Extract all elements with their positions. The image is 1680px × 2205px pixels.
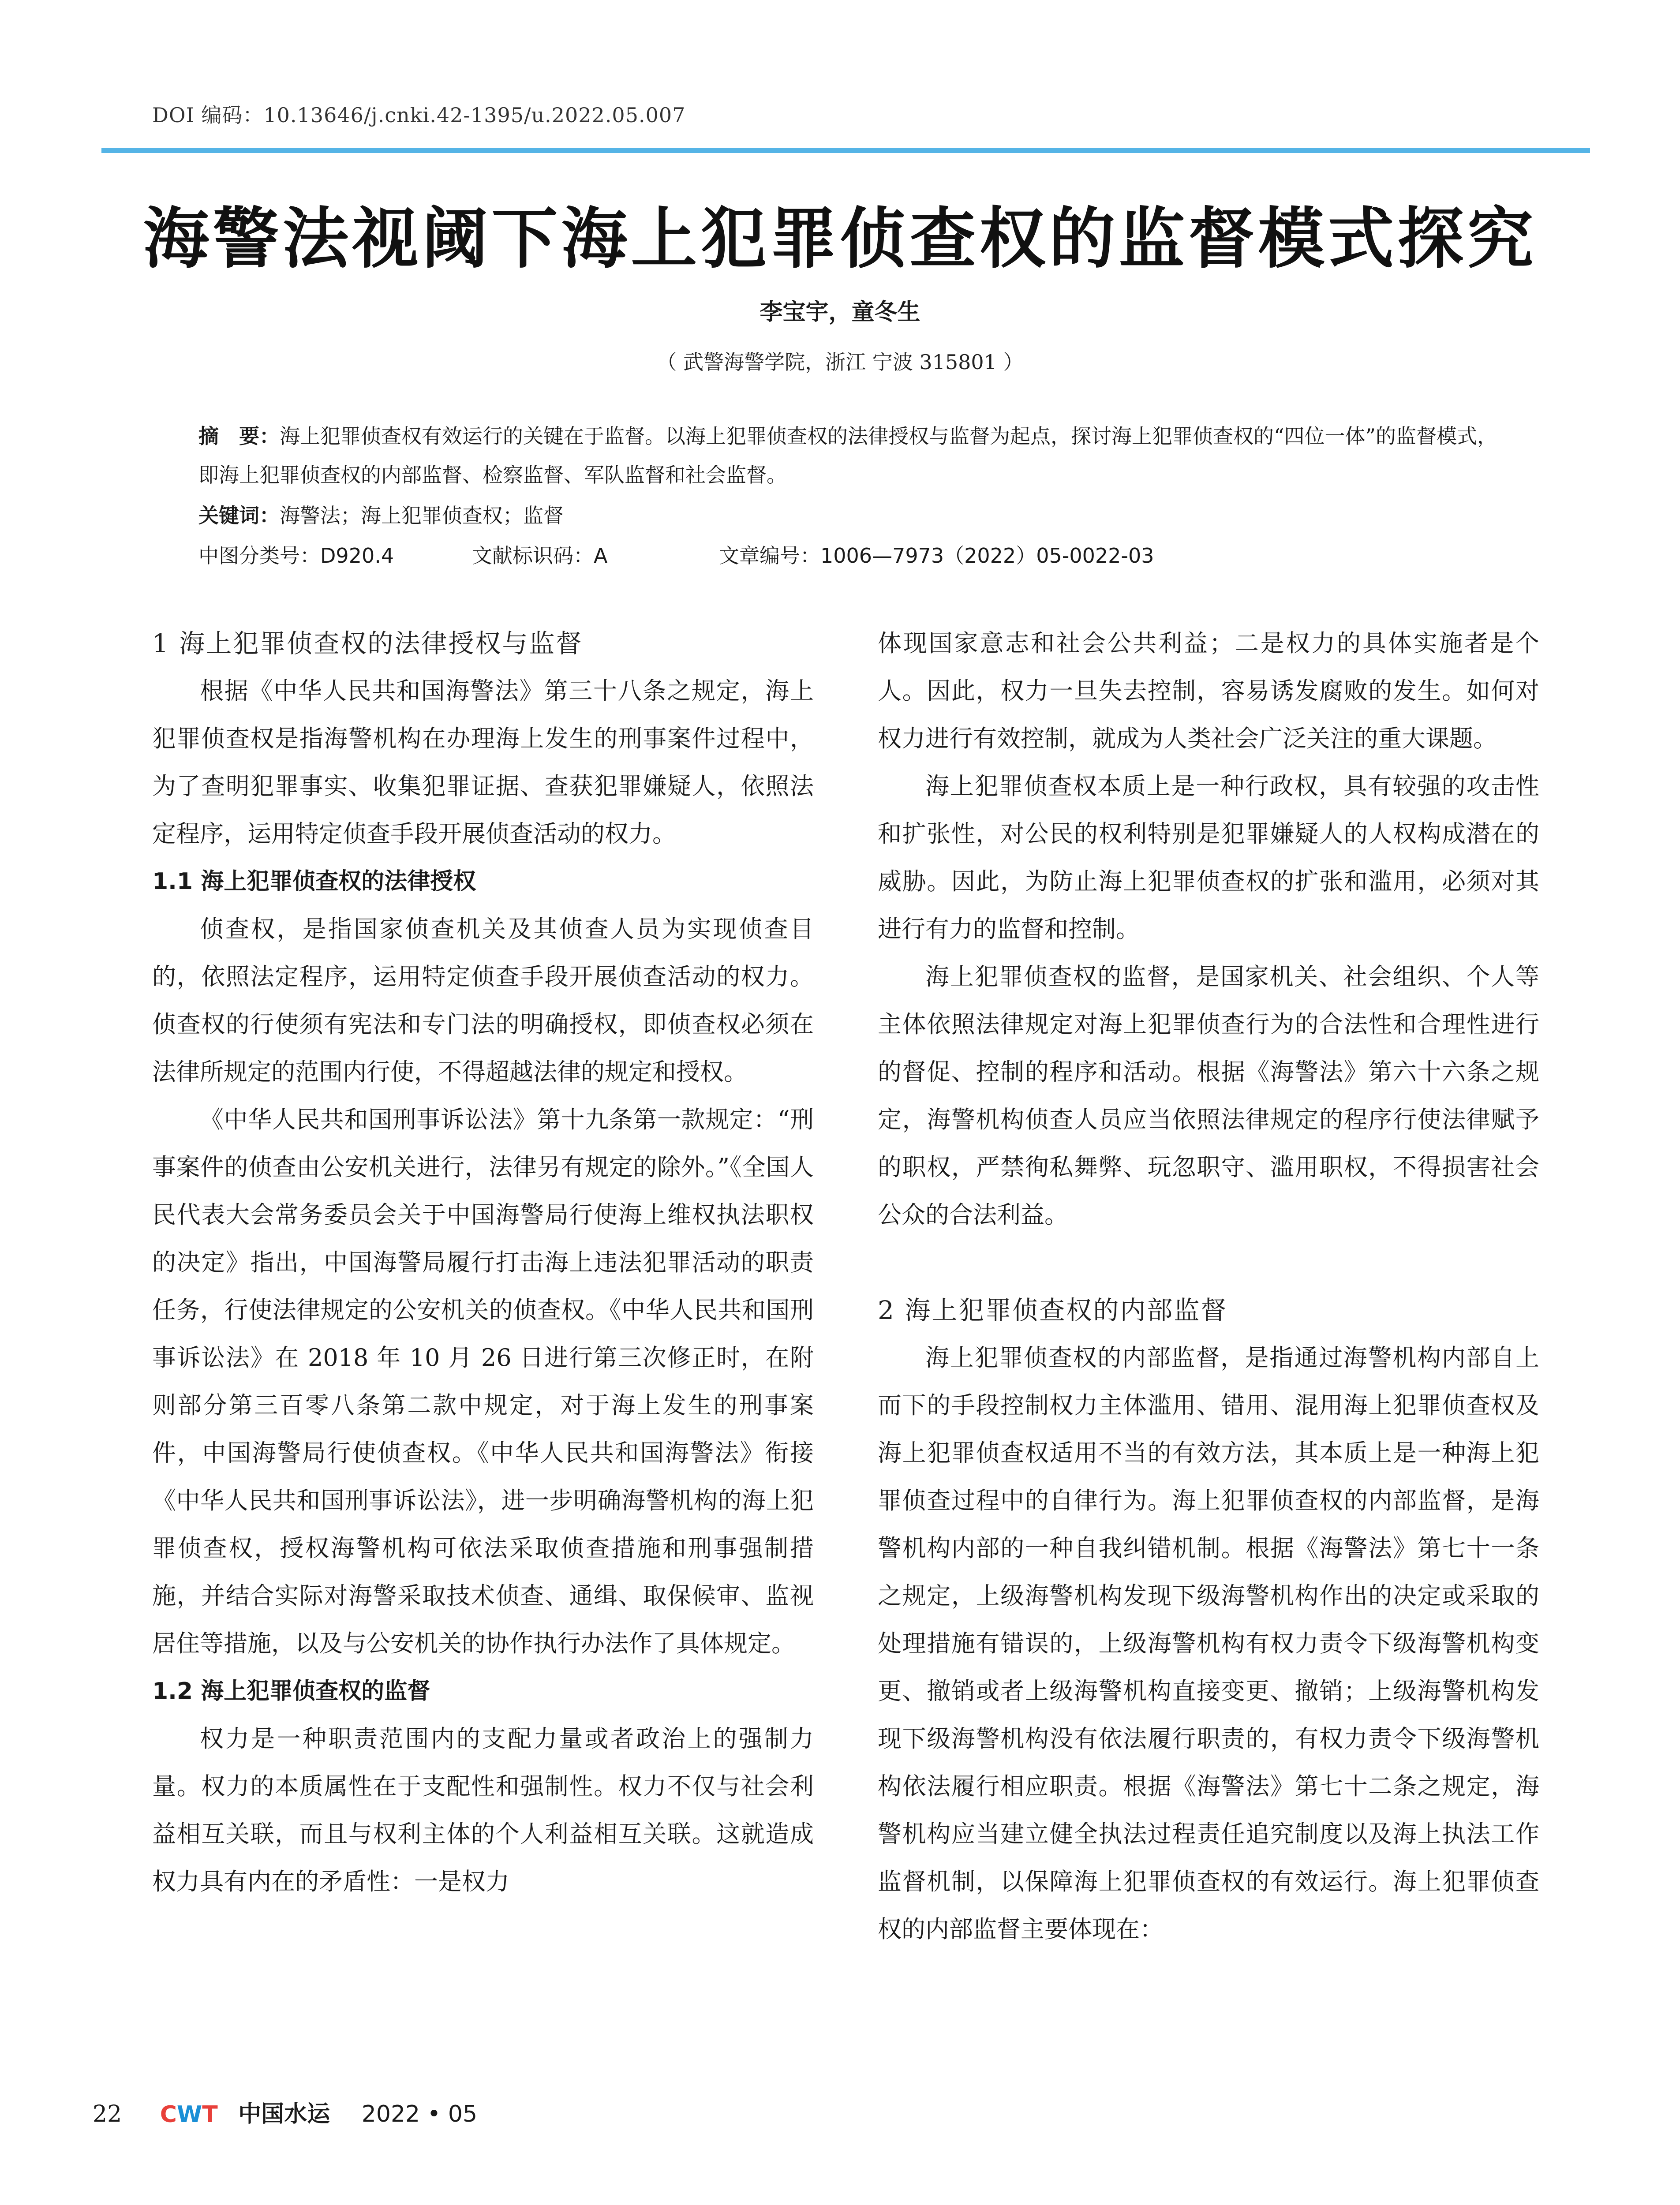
doi-line: DOI 编码：10.13646/j.cnki.42-1395/u.2022.05.007	[152, 103, 686, 127]
section-1-2-heading: 1.2 海上犯罪侦查权的监督	[152, 1678, 430, 1704]
paragraph: 权力是一种职责范围内的支配力量或者政治上的强制力量。权力的本质属性在于支配性和强制性。权力不仅与社会利益相互关联，而且与权利主体的个人利益相互关联。这就造成权力具有内在的矛盾性：一是权力	[152, 1725, 814, 1895]
section-spacer	[878, 1239, 1539, 1286]
paragraph: 海上犯罪侦查权的监督，是国家机关、社会组织、个人等主体依照法律规定对海上犯罪侦查行为的合法性和合理性进行的督促、控制的程序和活动。根据《海警法》第六十六条之规定，海警机构侦查人员应当依照法律规定的程序行使法律赋予的职权，严禁徇私舞弊、玩忽职守、滥用职权，不得损害社会公众的合法利益。	[878, 963, 1539, 1229]
paragraph: 海上犯罪侦查权本质上是一种行政权，具有较强的攻击性和扩张性，对公民的权利特别是犯罪嫌疑人的人权构成潜在的威胁。因此，为防止海上犯罪侦查权的扩张和滥用，必须对其进行有力的监督和控制。	[878, 772, 1539, 943]
keywords-block	[198, 496, 1500, 535]
document-code: 文献标识码：A	[472, 544, 608, 568]
paragraph: 根据《中华人民共和国海警法》第三十八条之规定，海上犯罪侦查权是指海警机构在办理海上发生的刑事案件过程中，为了查明犯罪事实、收集犯罪证据、查获犯罪嫌疑人，依照法定程序，运用特定侦查手段开展侦查活动的权力。	[152, 677, 814, 848]
journal-name: 中国水运	[238, 2100, 330, 2127]
left-column	[152, 620, 814, 1906]
clc-number: 中图分类号：D920.4	[198, 544, 394, 568]
paragraph: 《中华人民共和国刑事诉讼法》第十九条第一款规定：“刑事案件的侦查由公安机关进行，法律另有规定的除外。”《全国人民代表大会常务委员会关于中国海警局行使海上维权执法职权的决定》指出，中国海警局履行打击海上违法犯罪活动的职责任务，行使法律规定的公安机关的侦查权。《中华人民共和国刑事诉讼法》在 2018 年 10 月 26 日进行第三次修正时，在附则部分第三百零八条第二款中规定，对于海上发生的刑事案件，中国海警局行使侦查权。《中华人民共和国海警法》衔接《中华人民共和国刑事诉讼法》，进一步明确海警机构的海上犯罪侦查权，授权海警机构可依法采取侦查措施和刑事强制措施，并结合实际对海警采取技术侦查、通缉、取保候审、监视居住等措施，以及与公安机关的协作执行办法作了具体规定。	[152, 1106, 814, 1657]
abstract-label: 摘 要：	[198, 424, 280, 448]
paragraph-continued: 体现国家意志和社会公共利益；二是权力的具体实施者是个人。因此，权力一旦失去控制，容易诱发腐败的发生。如何对权力进行有效控制，就成为人类社会广泛关注的重大课题。	[878, 629, 1539, 752]
page-number: 22	[93, 2100, 122, 2127]
author-affiliation: （ 武警海警学院，浙江 宁波 315801 ）	[656, 350, 1024, 374]
author-list: 李宝宇，童冬生	[760, 299, 920, 325]
journal-logo: CWT	[160, 2101, 218, 2128]
article-number: 文章编号：1006—7973（2022）05-0022-03	[719, 544, 1154, 568]
abstract-block	[198, 417, 1500, 494]
section-2-heading: 2 海上犯罪侦查权的内部监督	[878, 1295, 1228, 1325]
page-footer	[93, 2093, 477, 2132]
paragraph: 侦查权，是指国家侦查机关及其侦查人员为实现侦查目的，依照法定程序，运用特定侦查手段开展侦查活动的权力。侦查权的行使须有宪法和专门法的明确授权，即侦查权必须在法律所规定的范围内行使，不得超越法律的规定和授权。	[152, 915, 814, 1086]
section-1-1-heading: 1.1 海上犯罪侦查权的法律授权	[152, 868, 476, 895]
paragraph: 海上犯罪侦查权的内部监督，是指通过海警机构内部自上而下的手段控制权力主体滥用、错用、混用海上犯罪侦查权及海上犯罪侦查权适用不当的有效方法，其本质上是一种海上犯罪侦查过程中的自律行为。海上犯罪侦查权的内部监督，是海警机构内部的一种自我纠错机制。根据《海警法》第七十一条之规定，上级海警机构发现下级海警机构作出的决定或采取的处理措施有错误的，上级海警机构有权力责令下级海警机构变更、撤销或者上级海警机构直接变更、撤销；上级海警机构发现下级海警机构没有依法履行职责的，有权力责令下级海警机构依法履行相应职责。根据《海警法》第七十二条之规定，海警机构应当建立健全执法过程责任追究制度以及海上执法工作监督机制，以保障海上犯罪侦查权的有效运行。海上犯罪侦查权的内部监督主要体现在：	[878, 1344, 1539, 1943]
article-title: 海警法视阈下海上犯罪侦查权的监督模式探究	[143, 200, 1537, 277]
keywords-text: 海警法；海上犯罪侦查权；监督	[280, 504, 564, 527]
right-column	[878, 620, 1539, 1953]
keywords-label: 关键词：	[198, 504, 280, 527]
header-rule	[101, 148, 1590, 153]
journal-issue: 2022 • 05	[361, 2100, 478, 2127]
section-1-heading: 1 海上犯罪侦查权的法律授权与监督	[152, 628, 583, 658]
abstract-text: 海上犯罪侦查权有效运行的关键在于监督。以海上犯罪侦查权的法律授权与监督为起点，探讨海上犯罪侦查权的“四位一体”的监督模式，即海上犯罪侦查权的内部监督、检察监督、军队监督和社会监督。	[198, 424, 1498, 487]
